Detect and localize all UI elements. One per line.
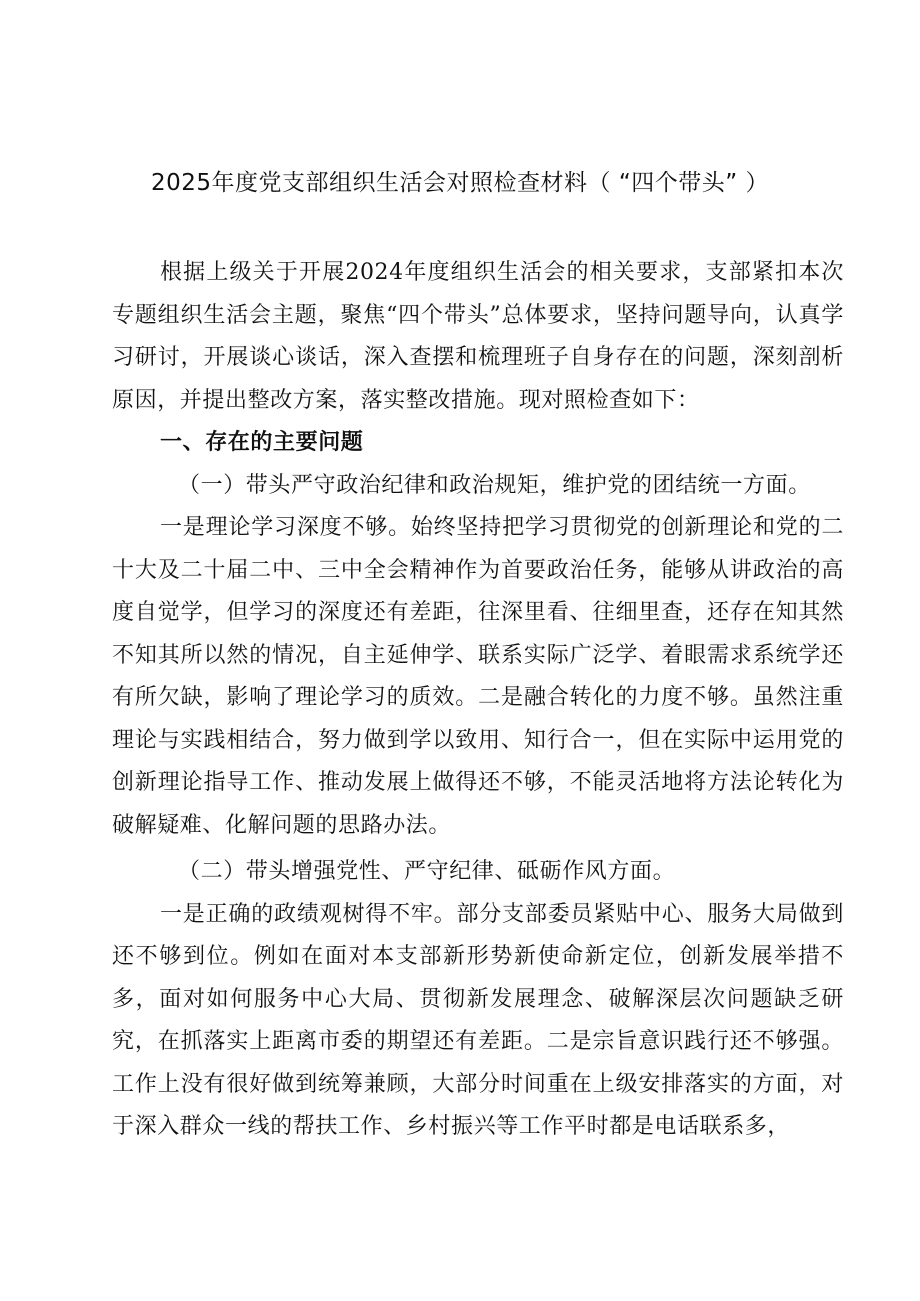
subsection-2-paragraph: 一是正确的政绩观树得不牢。部分支部委员紧贴中心、服务大局做到还不够到位。例如在面对本支部新形势新使命新定位，创新发展举措不多，面对如何服务中心大局、贯彻新发展理念、破解深层次问题缺乏研究，在抓落实上距离市委的期望还有差距。二是宗旨意识践行还不够强。工作上没有很好做到统筹兼顾，大部分时间重在上级安排落实的方面，对于深入群众一线的帮扶工作、乡村振兴等工作平时都是电话联系多， [112, 901, 844, 1139]
document-body [112, 252, 844, 1149]
document-title: 2025年度党支部组织生活会对照检查材料（ “四个带头” ） [151, 170, 769, 196]
subsection-heading-1: （一）带头严守政治纪律和政治规矩，维护党的团结统一方面。 [178, 472, 811, 498]
section-heading-problems: 一、存在的主要问题 [160, 430, 364, 455]
subsection-1-paragraph: 一是理论学习深度不够。始终坚持把学习贯彻党的创新理论和党的二十大及二十届二中、三中全会精神作为首要政治任务，能够从讲政治的高度自觉学，但学习的深度还有差距，往深里看、往细里查，还存在知其然不知其所以然的情况，自主延伸学、联系实际广泛学、着眼需求系统学还有所欠缺，影响了理论学习的质效。二是融合转化的力度不够。虽然注重理论与实践相结合，努力做到学以致用、知行合一，但在实际中运用党的创新理论指导工作、推动发展上做得还不够，不能灵活地将方法论转化为破解疑难、化解问题的思路办法。 [112, 515, 844, 838]
subsection-heading-2: （二）带头增强党性、严守纪律、砥砺作风方面。 [178, 859, 676, 884]
intro-paragraph: 根据上级关于开展2024年度组织生活会的相关要求，支部紧扣本次专题组织生活会主题，聚焦“四个带头”总体要求，坚持问题导向，认真学习研讨，开展谈心谈话，深入查摆和梳理班子自身存在的问题，深刻剖析原因，并提出整改方案，落实整改措施。现对照检查如下： [112, 260, 844, 413]
